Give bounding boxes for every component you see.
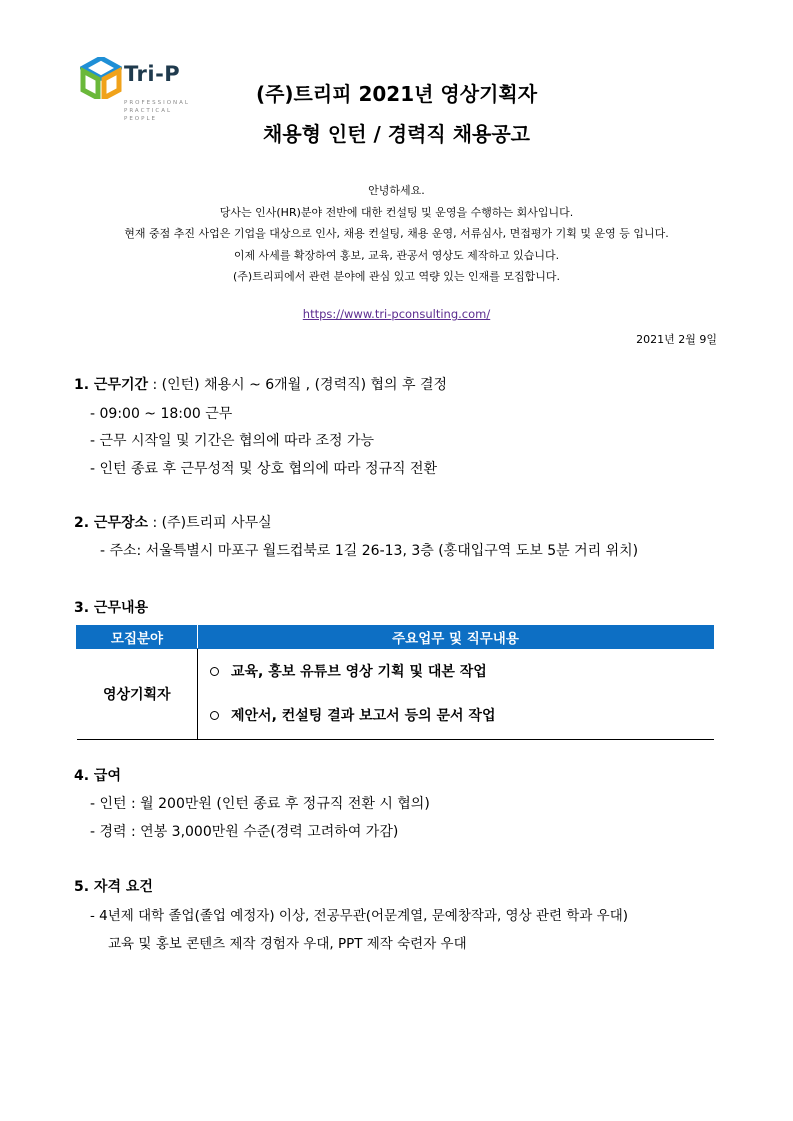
bullet-item: - 경력 : 연봉 3,000만원 수준(경력 고려하여 가감) [90,824,399,840]
task-item: 제안서, 컨설팅 결과 보고서 등의 문서 작업 [206,701,714,731]
intro-line: 현재 중점 추진 사업은 기업을 대상으로 인사, 채용 컨설팅, 채용 운영, 서류심사, 면접평가 기획 및 운영 등 입니다. [124,227,669,240]
section-job-content [74,597,148,617]
task-item: 교육, 홍보 유튜브 영상 기획 및 대본 작업 [206,657,714,701]
section-heading: 4. 급여 [74,768,121,784]
intro-line: 이제 사세를 확장하여 홍보, 교육, 관공서 영상도 제작하고 있습니다. [233,248,560,262]
bullet-item: - 4년제 대학 졸업(졸업 예정자) 이상, 전공무관(어문계열, 문예창작과, 영상 관련 학과 우대) [90,908,628,924]
section-heading: 1. 근무기간 [74,377,149,393]
bullet-item: - 인턴 종료 후 근무성적 및 상호 협의에 따라 정규직 전환 [90,461,438,477]
table-header-row [77,626,714,649]
job-duty-table [76,625,714,740]
section-work-period [74,374,447,394]
column-header-field: 모집분야 [77,626,198,649]
field-cell: 영상기획자 [77,649,198,740]
circle-bullet-icon [210,667,219,676]
bullet-item: 교육 및 홍보 콘텐츠 제작 경험자 우대, PPT 제작 숙련자 우대 [108,936,467,952]
intro-text [0,180,793,288]
table-row [77,649,714,740]
page-subtitle: 채용형 인턴 / 경력직 채용공고 [263,122,530,146]
section-heading: 3. 근무내용 [74,600,149,616]
intro-line: (주)트리피에서 관련 분야에 관심 있고 역량 있는 인재를 모집합니다. [233,270,560,283]
bullet-item: - 근무 시작일 및 기간은 협의에 따라 조정 가능 [90,433,375,449]
website-link[interactable]: https://www.tri-pconsulting.com/ [302,307,491,321]
section-heading: 5. 자격 요건 [74,879,153,895]
section-qualifications [74,876,153,896]
section-work-location [74,512,272,532]
section-detail: : (주)트리피 사무실 [148,515,272,531]
circle-bullet-icon [210,711,219,720]
website-link-wrap [0,307,793,321]
intro-line: 안녕하세요. [368,184,425,197]
column-header-duties: 주요업무 및 직무내용 [198,626,714,649]
address-item: - 주소: 서울특별시 마포구 월드컵북로 1길 26-13, 3층 (홍대입구역 도보 5분 거리 위치) [100,543,639,559]
bullet-item: - 09:00 ~ 18:00 근무 [90,406,233,422]
section-detail: : (인턴) 채용시 ~ 6개월 , (경력직) 협의 후 결정 [148,377,448,393]
logo-wordmark: Tri-P [124,62,181,86]
tasks-cell [198,649,714,740]
section-heading: 2. 근무장소 [74,515,149,531]
intro-line: 당사는 인사(HR)분야 전반에 대한 컨설팅 및 운영을 수행하는 회사입니다. [219,205,574,219]
bullet-item: - 인턴 : 월 200만원 (인턴 종료 후 정규직 전환 시 협의) [90,796,430,812]
page-title: (주)트리피 2021년 영상기획자 [255,82,538,106]
section-salary [74,765,121,785]
logo-tagline: PROFESSIONAL PRACTICAL PEOPLE [124,100,190,122]
notice-date: 2021년 2월 9일 [636,333,717,346]
